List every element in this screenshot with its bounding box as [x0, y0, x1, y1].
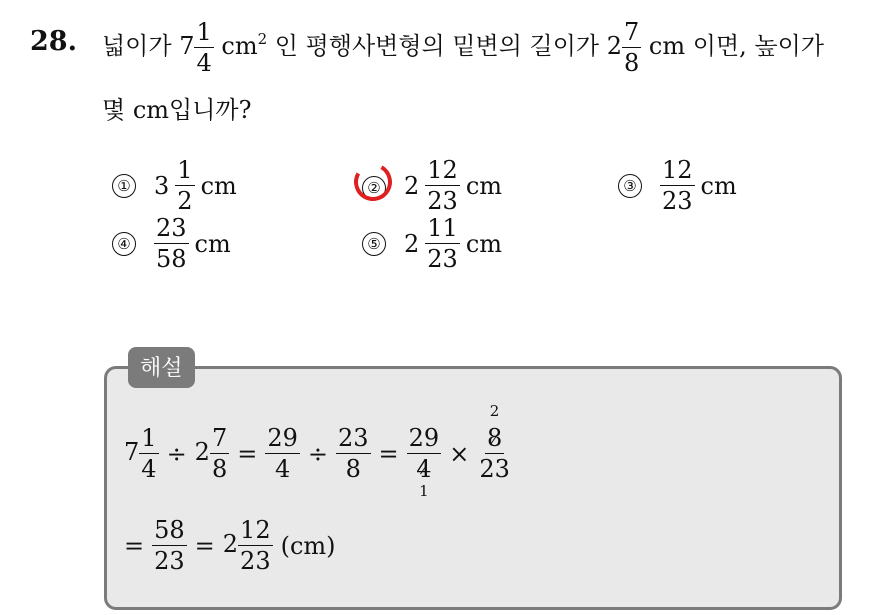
reduced-denominator: 1 [419, 482, 429, 500]
option-3[interactable]: ③ $\frac{12}{23}$ cm [618, 158, 737, 213]
option-5-marker: ⑤ [362, 232, 386, 256]
reduced-numerator: 2 [489, 402, 500, 420]
question-number: 28. [30, 26, 77, 57]
option-1[interactable]: ① 3 $\frac{1}{2}$ cm [112, 158, 237, 213]
question-text-a: 넓이가 [102, 32, 172, 60]
option-5[interactable]: ⑤ 2 $\frac{11}{23}$ cm [362, 216, 502, 271]
question-line-2: 몇 cm입니까? [102, 96, 252, 124]
selected-circle-mark [350, 159, 397, 206]
option-2[interactable]: ② 2 $\frac{12}{23}$ cm [362, 158, 502, 213]
area-value: 7 $\frac{1}{4}$ $cm^2$ [179, 18, 268, 77]
solution-line-2: = $\frac{58}{23}$ = 2 $\frac{12}{23}$ (cm) [124, 516, 336, 575]
solution-line-1: 7 $\frac{1}{4}$ ÷ 2 $\frac{7}{8}$ = $\frac{29}{4}$ ÷ $\frac{23}{8}$ = $\frac{29}{4}$ 1 × 2 $\frac{8}{23}$ [124, 402, 510, 500]
option-3-marker: ③ [618, 174, 642, 198]
option-4-marker: ④ [112, 232, 136, 256]
option-1-marker: ① [112, 174, 136, 198]
question-line-1 [102, 20, 824, 75]
question-text-c: 이면, 높이가 [692, 32, 824, 60]
solution-box [104, 366, 842, 610]
base-value: 2 $\frac{7}{8}$ cm [606, 18, 686, 77]
question-text-b: 인 평행사변형의 밑변의 길이가 [274, 32, 600, 60]
solution-label: 해설 [128, 347, 195, 388]
option-2-marker: ② [362, 176, 386, 200]
option-4[interactable]: ④ $\frac{23}{58}$ cm [112, 216, 231, 271]
